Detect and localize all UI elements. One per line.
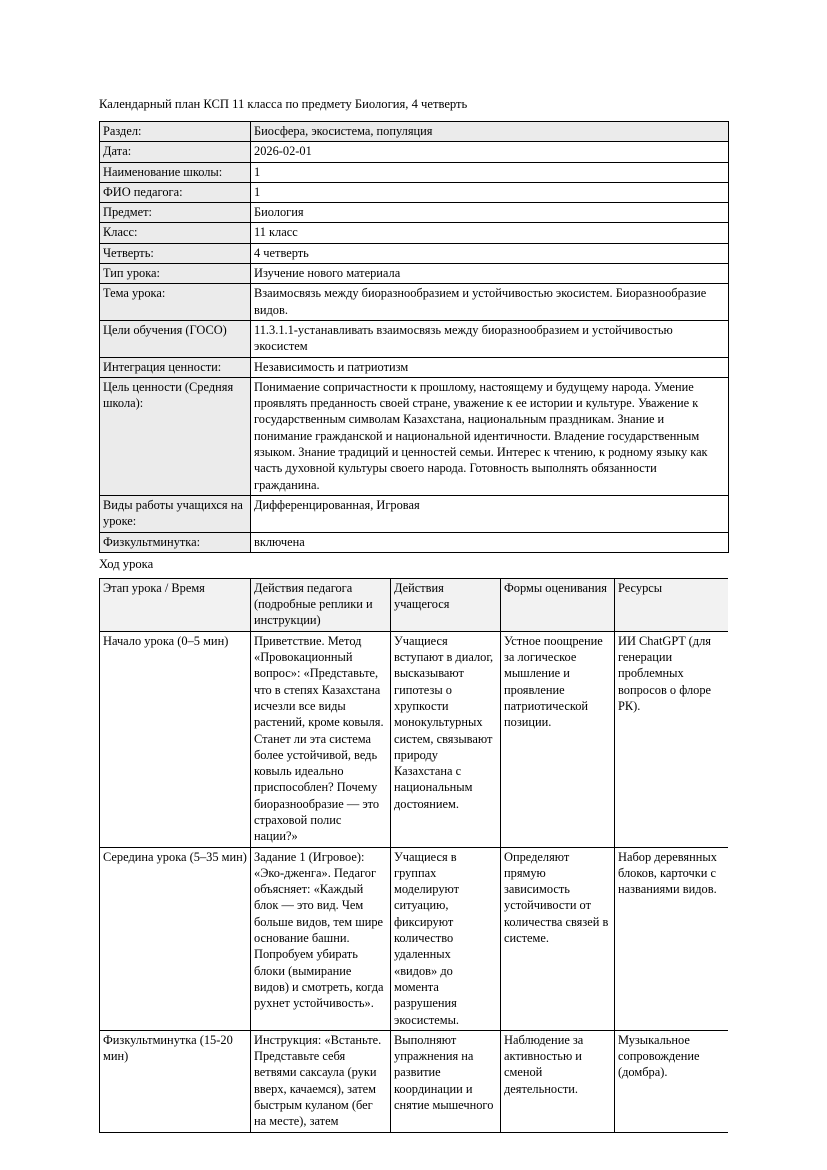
- document-body: [99, 96, 728, 1139]
- info-row-label: ФИО педагога:: [100, 182, 251, 202]
- table-row: [100, 264, 729, 284]
- info-row-value: 1: [251, 182, 729, 202]
- info-row-label: Виды работы учащихся на уроке:: [100, 495, 251, 532]
- info-row-label: Интеграция ценности:: [100, 357, 251, 377]
- flow-cell-stage: Середина урока (5–35 мин): [100, 847, 251, 1030]
- flow-cell-teacher: Задание 1 (Игровое): «Эко-дженга». Педагог объясняет: «Каждый блок — это вид. Чем больше видов, тем шире основание башни. Попробуем убирать блоки (вымирание видов) и смотреть, когда рухнет устойчивость».: [251, 847, 391, 1030]
- table-row: [100, 532, 729, 552]
- info-row-value: Понимаение сопричастности к прошлому, настоящему и будущему народа. Умение проявлять преданность своей стране, уважение к ее истории и культуре. Уважение к государственным символам Казахстана, национальным праздникам. Знание и понимание гражданской и национальной идентичности. Владение государственным языком. Знание традиций и ценностей семьи. Интерес к чтению, к родному языку как часть духовной культуры своего народа. Готовность выполнять обязанности гражданина.: [251, 377, 729, 495]
- table-row: [100, 223, 729, 243]
- info-row-label: Тема урока:: [100, 284, 251, 321]
- table-header-row: [100, 578, 729, 631]
- info-row-value: Изучение нового материала: [251, 264, 729, 284]
- table-row: [100, 495, 729, 532]
- info-row-value: Биосфера, экосистема, популяция: [251, 122, 729, 142]
- flow-cell-assessment: Наблюдение за активностью и сменой деятельности.: [501, 1030, 615, 1132]
- info-row-label: Наименование школы:: [100, 162, 251, 182]
- info-row-value: 11 класс: [251, 223, 729, 243]
- lesson-flow-heading: Ход урока: [99, 556, 154, 571]
- column-header: Этап урока / Время: [100, 578, 251, 631]
- table-row: [100, 377, 729, 495]
- flow-cell-assessment: Устное поощрение за логическое мышление и проявление патриотической позиции.: [501, 631, 615, 847]
- flow-cell-teacher: Приветствие. Метод «Провокационный вопрос»: «Представьте, что в степях Казахстана исчезли все виды растений, кроме ковыля. Станет ли эта система более устойчивой, ведь ковыль идеально приспособлен? Почему биоразнообразие — это страховой полис нации?»: [251, 631, 391, 847]
- table-row: [100, 357, 729, 377]
- info-row-label: Тип урока:: [100, 264, 251, 284]
- flow-cell-student: Учащиеся в группах моделируют ситуацию, фиксируют количество удаленных «видов» до момента разрушения экосистемы.: [391, 847, 501, 1030]
- table-row: [100, 182, 729, 202]
- flow-cell-resources: Набор деревянных блоков, карточки с названиями видов.: [615, 847, 729, 1030]
- table-row: [100, 631, 729, 847]
- info-row-label: Дата:: [100, 142, 251, 162]
- table-row: [100, 847, 729, 1030]
- info-row-value: 4 четверть: [251, 243, 729, 263]
- table-row: [100, 142, 729, 162]
- info-row-label: Цель ценности (Средняя школа):: [100, 377, 251, 495]
- flow-cell-stage: Физкультминутка (15-20 мин): [100, 1030, 251, 1132]
- lesson-flow-table: [99, 578, 728, 1133]
- info-row-value: Взаимосвязь между биоразнообразием и устойчивостью экосистем. Биоразнообразие видов.: [251, 284, 729, 321]
- flow-cell-assessment: Определяют прямую зависимость устойчивости от количества связей в системе.: [501, 847, 615, 1030]
- info-row-label: Класс:: [100, 223, 251, 243]
- flow-cell-student: Выполняют упражнения на развитие координации и снятие мышечного: [391, 1030, 501, 1132]
- table-row: [100, 122, 729, 142]
- column-header: Действия педагога (подробные реплики и инструкции): [251, 578, 391, 631]
- table-row: [100, 162, 729, 182]
- info-row-label: Предмет:: [100, 203, 251, 223]
- info-row-value: 1: [251, 162, 729, 182]
- info-row-value: Биология: [251, 203, 729, 223]
- table-row: [100, 203, 729, 223]
- info-row-value: Независимость и патриотизм: [251, 357, 729, 377]
- lesson-flow-table-clip: [99, 578, 728, 1139]
- info-row-value: 2026-02-01: [251, 142, 729, 162]
- flow-cell-stage: Начало урока (0–5 мин): [100, 631, 251, 847]
- flow-cell-teacher: Инструкция: «Встаньте. Представьте себя ветвями саксаула (руки вверх, качаемся), затем быстрым куланом (бег на месте), затем: [251, 1030, 391, 1132]
- info-row-label: Раздел:: [100, 122, 251, 142]
- lesson-flow-table-head: [100, 578, 729, 631]
- lesson-flow-table-body: [100, 631, 729, 1132]
- info-row-value: Дифференцированная, Игровая: [251, 495, 729, 532]
- column-header: Ресурсы: [615, 578, 729, 631]
- flow-cell-resources: ИИ ChatGPT (для генерации проблемных вопросов о флоре РК).: [615, 631, 729, 847]
- table-row: [100, 1030, 729, 1132]
- lesson-info-table-body: [100, 122, 729, 553]
- column-header: Формы оценивания: [501, 578, 615, 631]
- info-row-label: Четверть:: [100, 243, 251, 263]
- column-header: Действия учащегося: [391, 578, 501, 631]
- table-row: [100, 284, 729, 321]
- table-row: [100, 243, 729, 263]
- info-row-value: включена: [251, 532, 729, 552]
- flow-cell-student: Учащиеся вступают в диалог, высказывают гипотезы о хрупкости монокультурных систем, связывают природу Казахстана с национальным достоянием.: [391, 631, 501, 847]
- page-title: Календарный план КСП 11 класса по предмету Биология, 4 четверть: [99, 97, 468, 111]
- info-row-label: Физкультминутка:: [100, 532, 251, 552]
- table-row: [100, 320, 729, 357]
- info-row-value: 11.3.1.1-устанавливать взаимосвязь между биоразнообразием и устойчивостью экосистем: [251, 320, 729, 357]
- lesson-info-table: [99, 121, 729, 553]
- info-row-label: Цели обучения (ГОСО): [100, 320, 251, 357]
- flow-cell-resources: Музыкальное сопровождение (домбра).: [615, 1030, 729, 1132]
